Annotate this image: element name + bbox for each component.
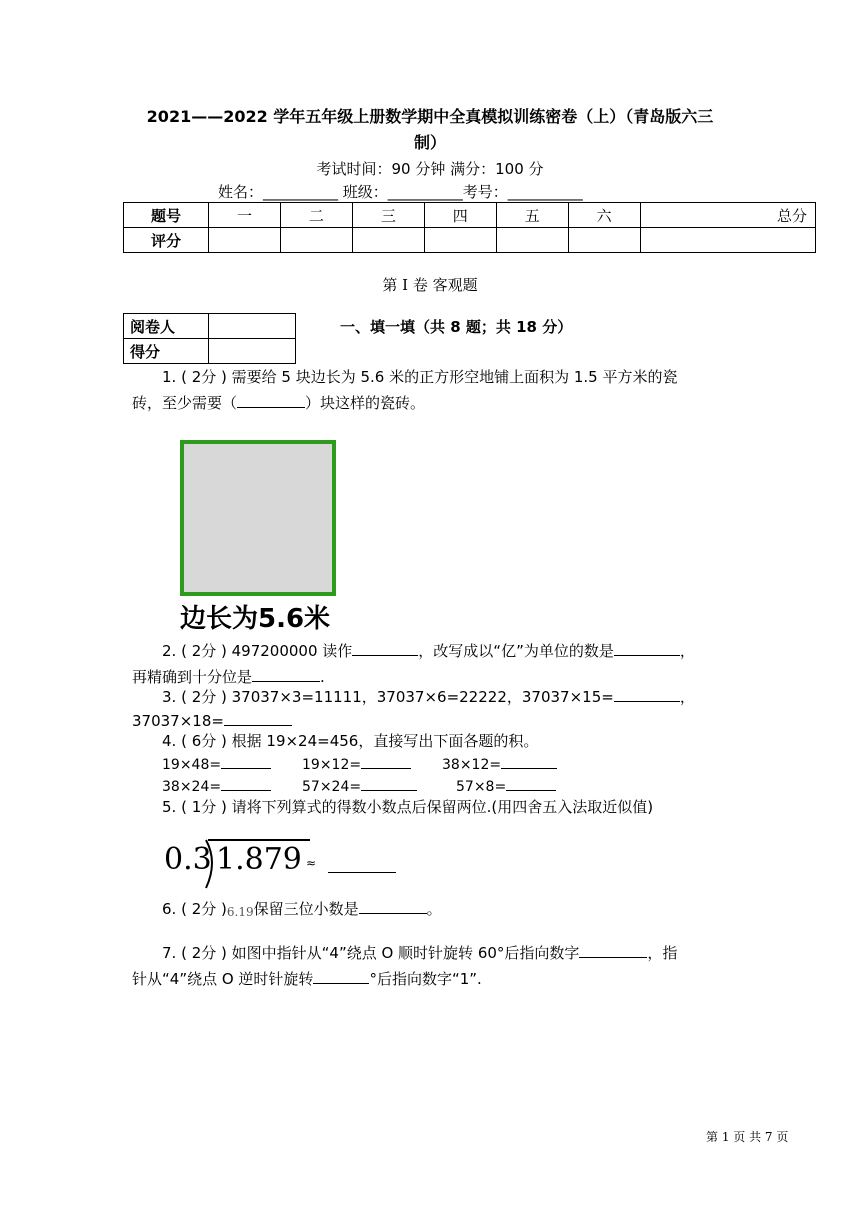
q3-blank-1[interactable] <box>614 687 680 702</box>
q4-item-5 <box>302 776 417 795</box>
dividend: 1.879 <box>216 842 302 877</box>
q4-blank-5[interactable] <box>361 776 417 791</box>
q7-blank-2[interactable] <box>313 969 369 984</box>
question-3 <box>162 684 742 710</box>
q2-blank-3[interactable] <box>252 667 320 682</box>
q2-blank-2[interactable] <box>614 641 680 656</box>
long-division-figure <box>164 832 317 892</box>
score-table-header-row <box>124 203 816 228</box>
section-heading: 一、填一填（共 8 题；共 18 分） <box>340 318 573 336</box>
question-6 <box>162 896 742 925</box>
q5-answer-blank[interactable] <box>328 858 396 873</box>
score-input-1[interactable] <box>209 228 281 253</box>
q3-blank-2[interactable] <box>224 711 292 726</box>
q6-text-2: 保留三位小数是 <box>253 900 359 918</box>
question-7-line-2 <box>132 966 732 992</box>
question-1-line-2 <box>132 390 732 416</box>
q4-blank-6[interactable] <box>506 776 556 791</box>
q6-text-1: 6. ( 2分 ) <box>162 900 227 918</box>
score-input-2[interactable] <box>280 228 352 253</box>
square-side-label: 边长为5.6米 <box>180 604 331 634</box>
q4-item-3 <box>442 754 557 773</box>
q4-blank-4[interactable] <box>221 776 271 791</box>
q2-text-3: ， <box>679 642 695 660</box>
approx-sign: ≈ <box>306 856 317 870</box>
q4-item-1-text: 19×48= <box>162 757 222 773</box>
reviewer-label: 阅卷人 <box>124 314 209 339</box>
q7-text-3: 针从“4”绕点 O 逆时针旋转 <box>132 970 314 988</box>
page-footer: 第 1 页 共 7 页 <box>706 1130 789 1144</box>
square-figure <box>180 440 336 596</box>
question-1 <box>132 364 732 390</box>
q7-text-2: ，指 <box>647 944 678 962</box>
score-input-3[interactable] <box>352 228 424 253</box>
q1-text-1: 1. ( 2分 ) 需要给 5 块边长为 5.6 米的正方形空地铺上面积为 1.5 平方米的瓷 <box>162 368 678 386</box>
q7-text-4: °后指向数字“1”. <box>369 970 482 988</box>
question-5: 5. ( 1分 ) 请将下列算式的得数小数点后保留两位.(用四舍五入法取近似值) <box>162 798 654 816</box>
q4-blank-3[interactable] <box>501 754 557 769</box>
score-cell-total: 总分 <box>640 203 815 228</box>
score-input-4[interactable] <box>424 228 496 253</box>
q4-item-1 <box>162 754 271 773</box>
q4-item-2 <box>302 754 411 773</box>
q1-answer-blank[interactable] <box>237 393 305 408</box>
score-cell-3: 三 <box>352 203 424 228</box>
q2-text-4: 再精确到十分位是 <box>132 668 253 686</box>
q4-item-6-text: 57×8= <box>456 779 507 795</box>
q6-text-3: 。 <box>426 900 442 918</box>
title-line-2: 制） <box>413 133 446 152</box>
exam-info: 考试时间：90 分钟 满分：100 分 <box>316 160 544 178</box>
name-line: 姓名：__________ 班级：__________考号：__________ <box>218 183 583 201</box>
q4-item-5-text: 57×24= <box>302 779 362 795</box>
q4-item-3-text: 38×12= <box>442 757 502 773</box>
q3-text-2: ， <box>679 688 695 706</box>
score-cell-4: 四 <box>424 203 496 228</box>
score-cell-1: 一 <box>209 203 281 228</box>
score-input-total[interactable] <box>640 228 815 253</box>
score-cell-2: 二 <box>280 203 352 228</box>
q6-answer-blank[interactable] <box>359 899 427 914</box>
q1-text-3: ）块这样的瓷砖。 <box>305 394 426 412</box>
score-table <box>123 202 816 253</box>
divisor: 0.3 <box>164 842 212 877</box>
grader-score-label: 得分 <box>124 339 209 364</box>
q2-text-5: . <box>320 668 325 686</box>
reviewer-field[interactable] <box>209 314 296 339</box>
q3-text-3: 37037×18= <box>132 712 224 730</box>
question-7 <box>162 940 742 966</box>
score-table-score-row <box>124 228 816 253</box>
q4-item-6 <box>456 776 556 795</box>
q3-text-1: 3. ( 2分 ) 37037×3=11111，37037×6=22222，37037×15= <box>162 688 614 706</box>
question-4: 4. ( 6分 ) 根据 19×24=456，直接写出下面各题的积。 <box>162 732 539 750</box>
q4-item-4-text: 38×24= <box>162 779 222 795</box>
q4-blank-2[interactable] <box>361 754 411 769</box>
q4-item-2-text: 19×12= <box>302 757 362 773</box>
grader-box <box>123 313 296 364</box>
q2-text-1: 2. ( 2分 ) 497200000 读作 <box>162 642 353 660</box>
title-line-1: 2021——2022 学年五年级上册数学期中全真模拟训练密卷（上）（青岛版六三 <box>146 107 714 126</box>
part-title: 第 Ⅰ 卷 客观题 <box>382 276 478 294</box>
q2-text-2: ，改写成以“亿”为单位的数是 <box>418 642 614 660</box>
question-2 <box>162 638 742 664</box>
q7-text-1: 7. ( 2分 ) 如图中指针从“4”绕点 O 顺时针旋转 60°后指向数字 <box>162 944 580 962</box>
q4-item-4 <box>162 776 271 795</box>
score-cell-5: 五 <box>496 203 568 228</box>
score-row-label: 评分 <box>124 228 209 253</box>
q4-blank-1[interactable] <box>221 754 271 769</box>
q1-text-2: 砖，至少需要（ <box>132 394 238 412</box>
q7-blank-1[interactable] <box>579 943 647 958</box>
repeating-decimal: 6.19 <box>226 905 254 919</box>
score-input-6[interactable] <box>568 228 640 253</box>
exam-title <box>120 104 740 156</box>
score-cell-6: 六 <box>568 203 640 228</box>
q2-blank-1[interactable] <box>352 641 418 656</box>
score-cell-label: 题号 <box>124 203 209 228</box>
score-input-5[interactable] <box>496 228 568 253</box>
grader-score-field[interactable] <box>209 339 296 364</box>
